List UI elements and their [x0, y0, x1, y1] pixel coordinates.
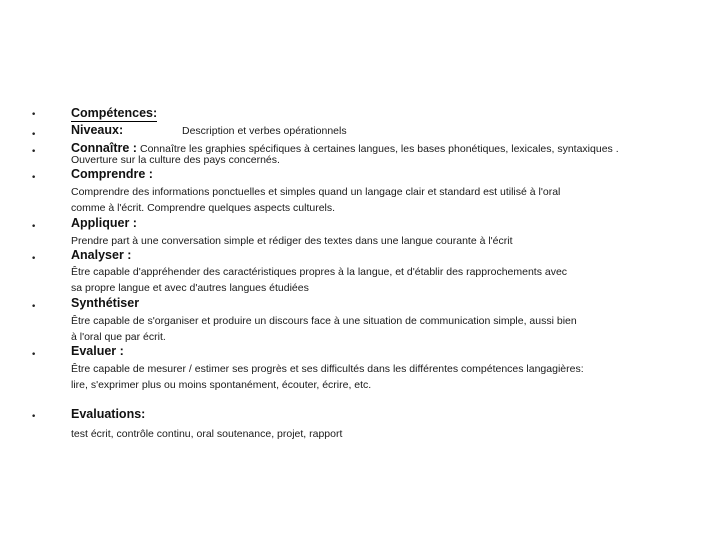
comprendre-label: Comprendre :	[71, 167, 153, 181]
evaluer-line1: Être capable de mesurer / estimer ses progrès et ses difficultés dans les différentes compétences langagières:	[71, 363, 584, 375]
evaluations-line1: test écrit, contrôle continu, oral soutenance, projet, rapport	[71, 428, 343, 440]
synthetiser-line2: à l'oral que par écrit.	[71, 331, 166, 343]
bullet: •	[31, 173, 37, 183]
evaluer-label: Evaluer :	[71, 344, 124, 358]
analyser-line2: sa propre langue et avec d'autres langues étudiées	[71, 282, 309, 294]
comprendre-line2: comme à l'écrit. Comprendre quelques aspects culturels.	[71, 202, 336, 214]
bullet: •	[31, 222, 37, 232]
comprendre-line1: Comprendre des informations ponctuelles et simples quand un langage clair et standard est utilisé à l'oral	[71, 186, 561, 198]
synthetiser-label: Synthétiser	[71, 296, 140, 310]
bullet: •	[31, 110, 37, 120]
analyser-label: Analyser :	[71, 248, 132, 262]
bullet: •	[31, 302, 37, 312]
bullet: •	[31, 147, 37, 157]
niveaux-label: Niveaux:	[71, 123, 124, 137]
evaluations-label: Evaluations:	[71, 407, 146, 421]
synthetiser-line1: Être capable de s'organiser et produire un discours face à une situation de communication simple, aussi bien	[71, 315, 577, 327]
appliquer-label: Appliquer :	[71, 216, 137, 230]
connaitre-line2: Ouverture sur la culture des pays concernés.	[71, 154, 280, 166]
bullet: •	[31, 130, 37, 140]
analyser-line1: Être capable d'appréhender des caractéristiques propres à la langue, et d'établir des rapprochements avec	[71, 266, 568, 278]
competences-title: Compétences:	[71, 106, 158, 120]
bullet: •	[31, 350, 37, 360]
bullet: •	[31, 254, 37, 264]
appliquer-line1: Prendre part à une conversation simple et rédiger des textes dans une langue courante à l'écrit	[71, 235, 513, 247]
niveaux-description: Description et verbes opérationnels	[182, 125, 347, 137]
evaluer-line2: lire, s'exprimer plus ou moins spontanément, écouter, écrire, etc.	[71, 379, 372, 391]
connaitre-label: Connaître :	[71, 141, 137, 155]
bullet: •	[31, 412, 37, 422]
connaitre-text: Connaître les graphies spécifiques à certaines langues, les bases phonétiques, lexicales, syntaxiques .	[140, 143, 619, 155]
